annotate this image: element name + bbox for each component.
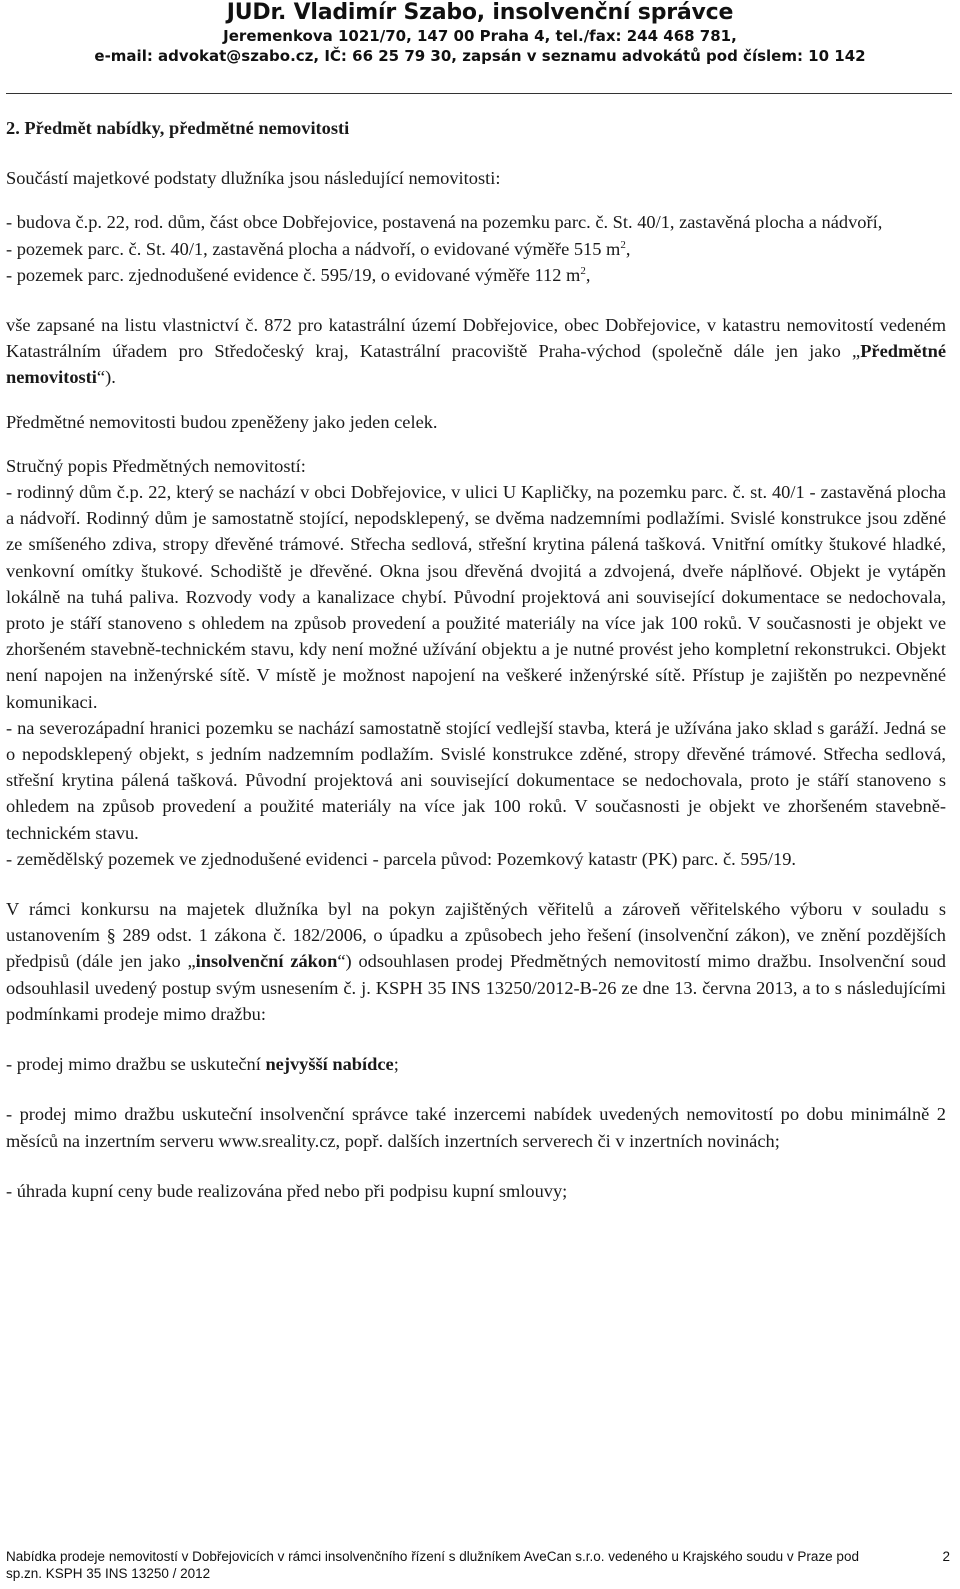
item-plot-1-text: - pozemek parc. č. St. 40/1, zastavěná plocha a nádvoří, o evidované výměře 515 m — [6, 238, 621, 259]
letterhead-divider — [6, 93, 952, 94]
description-garage: - na severozápadní hranici pozemku se nachází samostatně stojící vedlejší stavba, která je užívána jako sklad s garáží. Jedná se o nepodsklepený objekt, s jedním nadzemním podlažím. Svislé konstrukce zděné, stropy dřevěné trámové. Střecha sedlová, střešní krytina pálená tašková. Původní projektová ani související dokumentace se nedochovala, proto je stáří stanoveno s ohledem na způsob provedení a použité materiály na více jak 100 roků. V současnosti je objekt ve zhoršeném stavebně-technickém stavu. — [6, 717, 946, 843]
document-body — [6, 115, 946, 1204]
letterhead — [0, 0, 960, 96]
footer-row — [6, 1548, 950, 1565]
registry-end: “). — [96, 367, 116, 388]
item-plot-2-end: , — [585, 264, 591, 285]
letterhead-address: Jeremenkova 1021/70, 147 00 Praha 4, tel./fax: 244 468 781, — [223, 27, 737, 45]
page-footer — [6, 1548, 950, 1582]
condition-1-end: ; — [393, 1054, 399, 1075]
page-number: 2 — [942, 1549, 950, 1564]
letterhead-name: JUDr. Vladimír Szabo, insolvenční správce — [226, 0, 734, 25]
intro-paragraph: Součástí majetkové podstaty dlužníka jsou následující nemovitosti: — [6, 168, 501, 189]
defined-term: Předmětné nemovitosti — [6, 341, 946, 388]
condition-payment: - úhrada kupní ceny bude realizována před nebo při podpisu kupní smlouvy; — [6, 1180, 568, 1201]
bankruptcy-text: V rámci konkursu na majetek dlužníka byl na pokyn zajištěných věřitelů a zároveň věřitelského výboru v souladu s ustanovením § 289 odst. 1 zákona č. 182/2006, o úpadku a způsobech jeho řešení (insolvenční zákon), ve znění pozdějších předpisů (dále jen jako „ — [6, 899, 946, 972]
description-land: - zemědělský pozemek ve zjednodušené evidenci - parcela původ: Pozemkový katastr (PK) parc. č. 595/19. — [6, 848, 797, 869]
bold-term: nejvyšší nabídce — [265, 1054, 394, 1075]
superscript-2: 2 — [620, 238, 626, 251]
item-plot-2-text: - pozemek parc. zjednodušené evidence č. 595/19, o evidované výměře 112 m — [6, 264, 581, 285]
item-plot-2 — [6, 262, 946, 288]
section-heading: 2. Předmět nabídky, předmětné nemovitosti — [6, 118, 350, 138]
description-title: Stručný popis Předmětných nemovitostí: — [6, 455, 306, 476]
condition-highest-bid — [6, 1051, 946, 1077]
item-plot-1 — [6, 236, 946, 262]
footer-file-number: sp.zn. KSPH 35 INS 13250 / 2012 — [6, 1566, 211, 1581]
superscript-2: 2 — [580, 264, 586, 277]
bankruptcy-paragraph — [6, 896, 946, 1027]
bankruptcy-text-end: “) odsouhlasen prodej Předmětných nemovitostí mimo dražbu. Insolvenční soud odsouhlasil uvedený postup svým usnesením č. j. KSPH 35 INS 13250/2012-B-26 ze dne 13. června 2013, a to s následujícími podmínkami prodeje mimo dražbu: — [6, 951, 946, 1024]
letterhead-contact: e-mail: advokat@szabo.cz, IČ: 66 25 79 30, zapsán v seznamu advokátů pod číslem: 10 142 — [94, 47, 866, 65]
sale-paragraph: Předmětné nemovitosti budou zpeněženy jako jeden celek. — [6, 411, 438, 432]
condition-advertising: - prodej mimo dražbu uskuteční insolvenční správce také inzercemi nabídek uvedených nemovitostí po dobu minimálně 2 měsíců na inzertním serveru www.sreality.cz, popř. dalších inzertních serverech či v inzertních novinách; — [6, 1104, 946, 1151]
footer-text: Nabídka prodeje nemovitostí v Dobřejovicích v rámci insolvenčního řízení s dlužníkem AveCan s.r.o. vedeného u Krajského soudu v Praze pod — [6, 1549, 859, 1564]
registry-paragraph — [6, 312, 946, 391]
registry-text: vše zapsané na listu vlastnictví č. 872 pro katastrální území Dobřejovice, obec Dobřejovice, v katastru nemovitostí vedeném Katastrálním úřadem pro Středočeský kraj, Katastrální pracoviště Praha-východ (společně dále jen jako „ — [6, 315, 946, 362]
description-house: - rodinný dům č.p. 22, který se nachází v obci Dobřejovice, v ulici U Kapličky, na pozemku parc. č. st. 40/1 - zastavěná plocha a nádvoří. Rodinný dům je samostatně stojící, nepodsklepený, se dvěma nadzemními podlažími. Svislé konstrukce jsou zděné ze smíšeného zdiva, stropy dřevěné trámové. Střecha sedlová, střešní krytina pálená tašková. Vnitřní omítky štukové hladké, venkovní omítky štukové. Schodiště je dřevěné. Okna jsou dřevěná dvojitá a zdvojená, dveře náplňové. Objekt je vytápěn lokálně na tuhá paliva. Rozvody vody a kanalizace chybí. Původní projektová ani související dokumentace se nedochovala, proto je stáří stanoveno s ohledem na způsob provedení a použité materiály na více jak 100 roků. V současnosti je objekt ve zhoršeném stavebně-technickém stavu, kdy není možné užívání objektu a je nutné provést jeho kompletní rekonstrukci. Objekt není napojen na inženýrské sítě. V místě je možnost napojení na veškeré inženýrské sítě. Přístup je zajištěn po nezpevněné komunikaci. — [6, 482, 946, 712]
item-plot-1-end: , — [625, 238, 631, 259]
item-building: - budova č.p. 22, rod. dům, část obce Dobřejovice, postavená na pozemku parc. č. St. 40/1, zastavěná plocha a nádvoří, — [6, 212, 883, 233]
defined-term: insolvenční zákon — [195, 951, 338, 972]
condition-1-text: - prodej mimo dražbu se uskuteční — [6, 1054, 266, 1075]
